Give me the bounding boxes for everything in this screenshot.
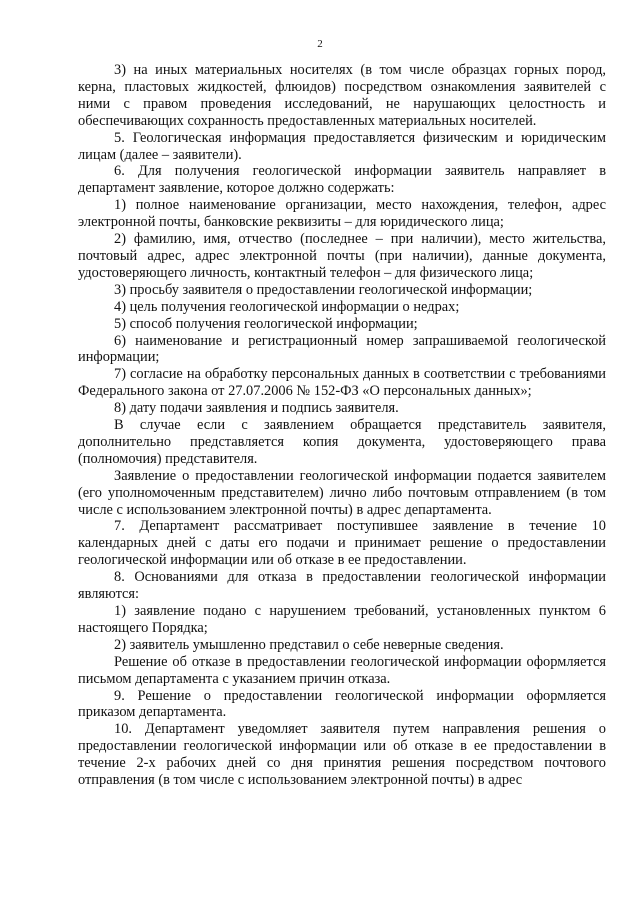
paragraph-list-item-2: 2) фамилию, имя, отчество (последнее – при наличии), место жительства, почтовый адрес, адрес электронной почты (при наличии), данные документа, удостоверяющего личность, контактный телефон – для физического лица;	[78, 231, 606, 281]
paragraph-clause-7: 7. Департамент рассматривает поступившее заявление в течение 10 календарных дней с даты его подачи и принимает решение о предоставлении геологической информации или об отказе в ее предоставлении.	[78, 518, 606, 569]
paragraph-clause-8: 8. Основаниями для отказа в предоставлении геологической информации являются:	[78, 569, 606, 603]
document-body	[78, 62, 606, 789]
paragraph-list-item-1: 1) полное наименование организации, место нахождения, телефон, адрес электронной почты, банковские реквизиты – для юридического лица;	[78, 197, 606, 231]
paragraph-representative: В случае если с заявлением обращается представитель заявителя, дополнительно представляется копия документа, удостоверяющего права (полномочия) представителя.	[78, 417, 606, 467]
paragraph-list-item-3: 3) просьбу заявителя о предоставлении геологической информации;	[114, 281, 533, 298]
paragraph-refusal-ground-2: 2) заявитель умышленно представил о себе неверные сведения.	[114, 636, 504, 653]
paragraph-submission: Заявление о предоставлении геологической информации подается заявителем (его уполномоченным представителем) лично либо почтовым отправлением (в том числе с использованием электронной почты) в адрес департамента.	[78, 467, 606, 518]
page-number: 2	[317, 38, 323, 50]
paragraph-clause-6: 6. Для получения геологической информации заявитель направляет в департамент заявление, которое должно содержать:	[78, 163, 606, 197]
paragraph-list-item-4: 4) цель получения геологической информации о недрах;	[114, 298, 460, 315]
paragraph-clause-5: 5. Геологическая информация предоставляется физическим и юридическим лицам (далее – заявители).	[78, 129, 606, 163]
paragraph-refusal-decision: Решение об отказе в предоставлении геологической информации оформляется письмом департамента с указанием причин отказа.	[78, 653, 606, 687]
paragraph-clause-10: 10. Департамент уведомляет заявителя путем направления решения о предоставлении геологической информации или об отказе в ее предоставлении в течение 2-х рабочих дней со дня принятия решения посредством почтового отправления (в том числе с использованием электронной почты) в адрес	[78, 721, 606, 789]
paragraph-list-item-8: 8) дату подачи заявления и подпись заявителя.	[114, 400, 399, 417]
paragraph-clause-9: 9. Решение о предоставлении геологической информации оформляется приказом департамента.	[78, 687, 606, 721]
paragraph-refusal-ground-1: 1) заявление подано с нарушением требований, установленных пунктом 6 настоящего Порядка;	[78, 603, 606, 636]
paragraph-list-item-7: 7) согласие на обработку персональных данных в соответствии с требованиями Федерального закона от 27.07.2006 № 152-ФЗ «О персональных данных»;	[78, 366, 606, 400]
paragraph-list-item-5: 5) способ получения геологической информации;	[114, 315, 418, 332]
paragraph-list-item-6: 6) наименование и регистрационный номер запрашиваемой геологической информации;	[78, 332, 606, 366]
paragraph-item-3-material-carriers: 3) на иных материальных носителях (в том числе образцах горных пород, керна, пластовых жидкостей, флюидов) посредством ознакомления заявителей с ними с правом проведения исследований, не нарушающих целостность и обеспечивающих сохранность предоставленных материальных носителей.	[78, 62, 606, 129]
